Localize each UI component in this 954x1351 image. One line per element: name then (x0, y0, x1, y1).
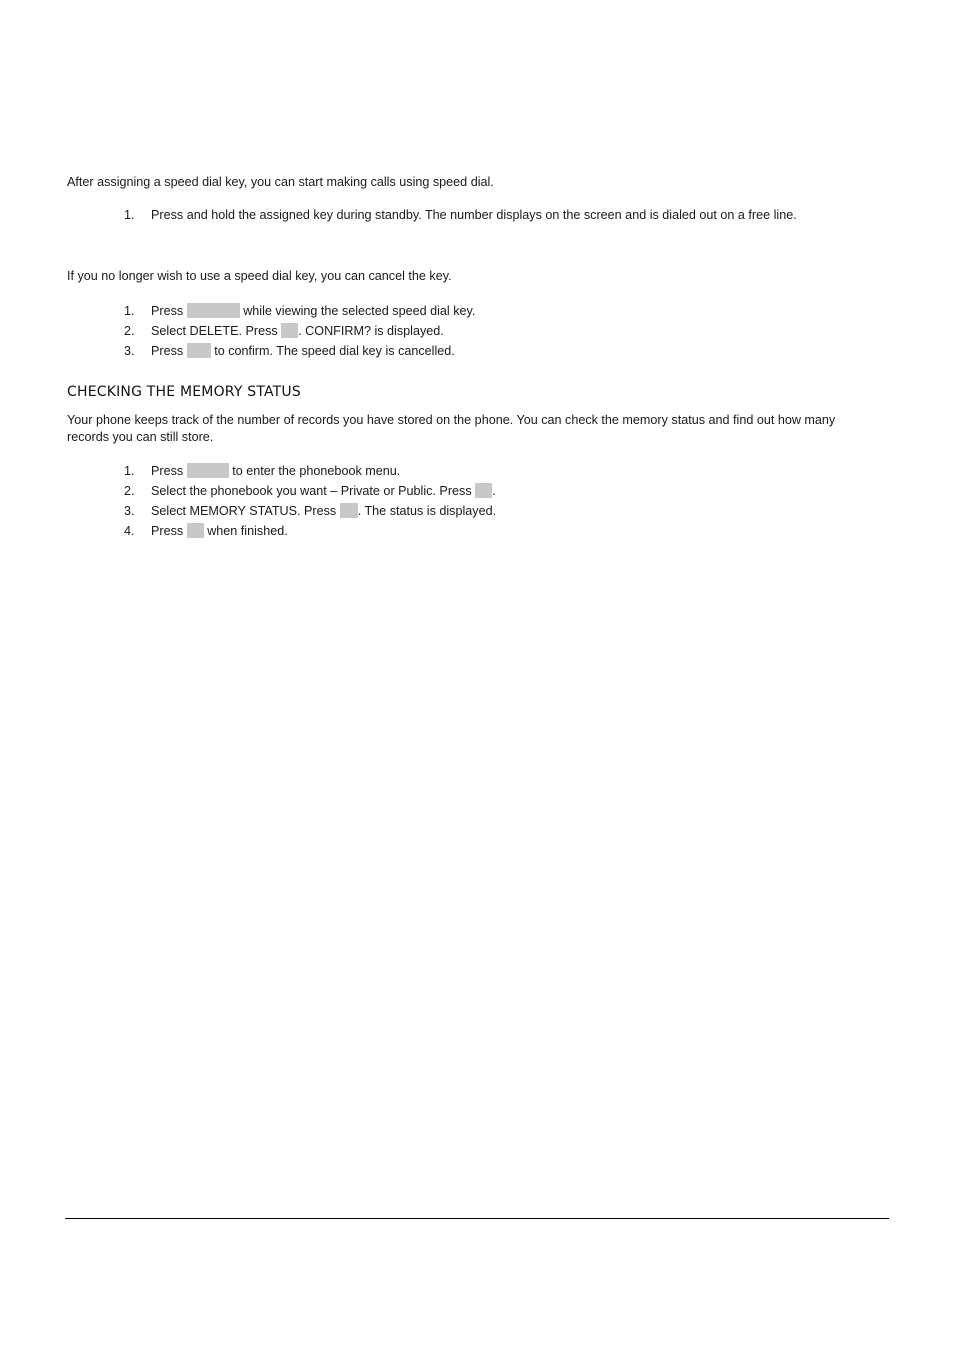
list-text-after: to confirm. The speed dial key is cancelled. (214, 344, 455, 358)
list-item (124, 463, 400, 478)
list-text-before: Press (151, 464, 184, 478)
list-number: 2. (124, 324, 135, 338)
list-text-after: while viewing the selected speed dial key. (243, 304, 476, 318)
list-text-before: Select MEMORY STATUS. Press (151, 504, 337, 518)
key-placeholder (340, 503, 358, 518)
list-text-before: Press (151, 344, 184, 358)
list-number: 2. (124, 484, 135, 498)
key-placeholder (187, 463, 229, 478)
list-number: 3. (124, 344, 135, 358)
list-item (124, 208, 797, 222)
key-placeholder (475, 483, 492, 498)
list-text-before: Press (151, 524, 184, 538)
list-item (124, 323, 444, 338)
list-number: 1. (124, 208, 135, 222)
list-text-before: Select DELETE. Press (151, 324, 278, 338)
section-heading: CHECKING THE MEMORY STATUS (67, 384, 301, 400)
list-number: 1. (124, 464, 135, 478)
list-number: 3. (124, 504, 135, 518)
list-text-after: to enter the phonebook menu. (232, 464, 401, 478)
list-text-before: Press (151, 304, 184, 318)
list-text: Press and hold the assigned key during standby. The number displays on the screen and is dialed out on a free line. (151, 208, 797, 222)
list-item (124, 483, 496, 498)
key-placeholder (187, 343, 211, 358)
speed-dial-cancel-intro: If you no longer wish to use a speed dial key, you can cancel the key. (67, 269, 452, 283)
speed-dial-call-intro: After assigning a speed dial key, you can start making calls using speed dial. (67, 175, 494, 189)
footer-divider (65, 1218, 889, 1219)
list-text-after: . CONFIRM? is displayed. (298, 324, 444, 338)
list-text-after: when finished. (207, 524, 288, 538)
list-number: 4. (124, 524, 135, 538)
list-text-before: Select the phonebook you want – Private or Public. Press (151, 484, 472, 498)
key-placeholder (187, 523, 204, 538)
list-text-after: . The status is displayed. (357, 504, 497, 518)
list-text-after: . (492, 484, 496, 498)
list-item (124, 503, 496, 518)
key-placeholder (281, 323, 298, 338)
list-item (124, 303, 475, 318)
memory-status-intro: Your phone keeps track of the number of records you have stored on the phone. You can check the memory status and find out how many records you can still store. (67, 413, 836, 444)
list-item (124, 343, 455, 358)
list-item (124, 523, 288, 538)
key-placeholder (187, 303, 240, 318)
list-number: 1. (124, 304, 135, 318)
